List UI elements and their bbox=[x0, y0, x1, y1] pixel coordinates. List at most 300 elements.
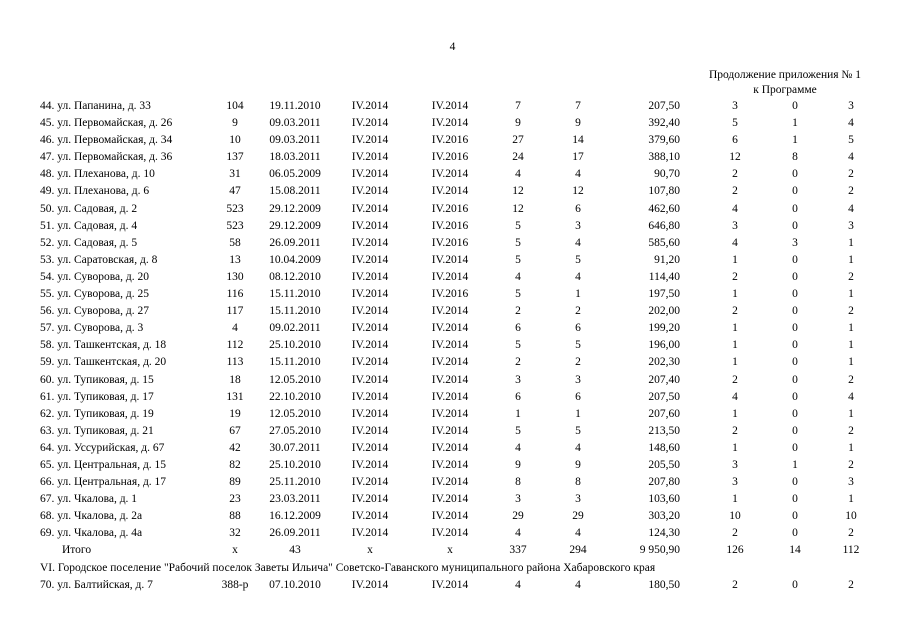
cell-plan-end: IV.2014 bbox=[431, 458, 469, 471]
cell-area: 202,30 bbox=[648, 356, 680, 369]
cell-area-other: 1 bbox=[848, 493, 854, 506]
cell-address: 50. ул. Садовая, д. 2 bbox=[40, 202, 138, 215]
cell-area-municipal: 0 bbox=[792, 493, 798, 506]
cell-address: Итого bbox=[62, 544, 92, 557]
cell-decision-date: 09.03.2011 bbox=[269, 117, 321, 130]
table-row bbox=[0, 457, 905, 474]
cell-resettled-count: 5 bbox=[575, 253, 581, 266]
cell-area-municipal: 0 bbox=[792, 185, 798, 198]
cell-decision-date: 12.05.2010 bbox=[269, 407, 321, 420]
cell-decision-number: x bbox=[232, 544, 238, 557]
cell-area-private: 6 bbox=[732, 134, 738, 147]
cell-total-count: 3 bbox=[515, 373, 521, 386]
cell-address: 58. ул. Ташкентская, д. 18 bbox=[40, 339, 167, 352]
cell-total-count: 6 bbox=[515, 322, 521, 335]
table-row bbox=[0, 320, 905, 337]
cell-area: 124,30 bbox=[648, 527, 680, 540]
cell-area-other: 2 bbox=[848, 527, 854, 540]
table-row bbox=[0, 577, 905, 594]
cell-address: 56. ул. Суворова, д. 27 bbox=[40, 305, 149, 318]
cell-total-count: 5 bbox=[515, 424, 521, 437]
cell-decision-number: 88 bbox=[229, 510, 241, 523]
cell-address: 54. ул. Суворова, д. 20 bbox=[40, 270, 149, 283]
cell-area-other: 2 bbox=[848, 168, 854, 181]
cell-total-count: 2 bbox=[515, 305, 521, 318]
cell-decision-date: 09.03.2011 bbox=[269, 134, 321, 147]
cell-decision-number: 82 bbox=[229, 458, 241, 471]
cell-area-municipal: 0 bbox=[792, 424, 798, 437]
cell-total-count: 337 bbox=[509, 544, 527, 557]
cell-area-other: 1 bbox=[848, 407, 854, 420]
cell-total-count: 9 bbox=[515, 117, 521, 130]
cell-plan-end: IV.2014 bbox=[431, 424, 469, 437]
cell-decision-number: 104 bbox=[226, 100, 244, 112]
cell-area-other: 4 bbox=[848, 390, 854, 403]
cell-resettled-count: 4 bbox=[575, 578, 581, 591]
cell-address: 47. ул. Первомайская, д. 36 bbox=[40, 151, 173, 164]
cell-address: 70. ул. Балтийская, д. 7 bbox=[40, 578, 153, 591]
cell-resettled-count: 29 bbox=[572, 510, 584, 523]
cell-area-municipal: 0 bbox=[792, 407, 798, 420]
cell-area-private: 1 bbox=[732, 441, 738, 454]
cell-plan-end: IV.2016 bbox=[431, 236, 469, 249]
cell-address: 68. ул. Чкалова, д. 2а bbox=[40, 510, 143, 523]
cell-plan-start: IV.2014 bbox=[351, 134, 389, 147]
cell-plan-start: IV.2014 bbox=[351, 407, 389, 420]
cell-address: 49. ул. Плеханова, д. 6 bbox=[40, 185, 150, 198]
cell-area-private: 3 bbox=[732, 458, 738, 471]
cell-plan-end: IV.2014 bbox=[431, 527, 469, 540]
cell-plan-end: IV.2014 bbox=[431, 305, 469, 318]
cell-total-count: 12 bbox=[512, 185, 524, 198]
cell-plan-end: IV.2014 bbox=[431, 185, 469, 198]
cell-area-other: 2 bbox=[848, 305, 854, 318]
cell-area-other: 2 bbox=[848, 458, 854, 471]
cell-area-private: 3 bbox=[732, 476, 738, 489]
cell-area: 114,40 bbox=[648, 270, 680, 283]
cell-plan-start: IV.2014 bbox=[351, 441, 389, 454]
cell-total-count: 24 bbox=[512, 151, 524, 164]
cell-decision-date: 12.05.2010 bbox=[269, 373, 321, 386]
cell-decision-number: 67 bbox=[229, 424, 241, 437]
cell-area: 646,80 bbox=[648, 219, 680, 232]
cell-total-count: 4 bbox=[515, 168, 521, 181]
cell-area: 202,00 bbox=[648, 305, 680, 318]
cell-area-municipal: 0 bbox=[792, 390, 798, 403]
table-row bbox=[0, 98, 905, 115]
cell-area-private: 4 bbox=[732, 236, 738, 249]
table-row bbox=[0, 508, 905, 525]
cell-plan-end: IV.2016 bbox=[431, 202, 469, 215]
cell-plan-end: IV.2014 bbox=[431, 390, 469, 403]
cell-area-municipal: 0 bbox=[792, 202, 798, 215]
cell-area-private: 4 bbox=[732, 390, 738, 403]
cell-area-municipal: 0 bbox=[792, 373, 798, 386]
cell-plan-end: IV.2014 bbox=[431, 578, 469, 591]
cell-area-municipal: 0 bbox=[792, 339, 798, 352]
cell-area: 388,10 bbox=[648, 151, 680, 164]
cell-area-private: 3 bbox=[732, 219, 738, 232]
cell-total-count: 5 bbox=[515, 219, 521, 232]
cell-address: 55. ул. Суворова, д. 25 bbox=[40, 288, 149, 301]
cell-area-other: 2 bbox=[848, 270, 854, 283]
cell-area: 199,20 bbox=[648, 322, 680, 335]
cell-plan-end: IV.2014 bbox=[431, 339, 469, 352]
cell-area: 197,50 bbox=[648, 288, 680, 301]
table-row bbox=[0, 389, 905, 406]
cell-decision-date: 08.12.2010 bbox=[269, 270, 321, 283]
table bbox=[0, 98, 905, 594]
cell-plan-end: IV.2014 bbox=[431, 270, 469, 283]
cell-area-other: 3 bbox=[848, 100, 854, 112]
cell-area-other: 5 bbox=[848, 134, 854, 147]
cell-area: 103,60 bbox=[648, 493, 680, 506]
cell-plan-start: IV.2014 bbox=[351, 493, 389, 506]
cell-plan-end: IV.2014 bbox=[431, 253, 469, 266]
table-row bbox=[0, 269, 905, 286]
cell-decision-date: 15.11.2010 bbox=[269, 305, 321, 318]
cell-area-private: 10 bbox=[729, 510, 741, 523]
table-row bbox=[0, 303, 905, 320]
cell-area-other: 2 bbox=[848, 424, 854, 437]
cell-resettled-count: 9 bbox=[575, 458, 581, 471]
cell-decision-number: 47 bbox=[229, 185, 241, 198]
cell-decision-number: 523 bbox=[226, 219, 244, 232]
cell-resettled-count: 3 bbox=[575, 373, 581, 386]
cell-decision-date: 43 bbox=[289, 544, 301, 557]
cell-plan-start: IV.2014 bbox=[351, 236, 389, 249]
cell-plan-end: IV.2014 bbox=[431, 373, 469, 386]
cell-area-municipal: 0 bbox=[792, 270, 798, 283]
cell-area: 392,40 bbox=[648, 117, 680, 130]
cell-area-other: 1 bbox=[848, 236, 854, 249]
cell-total-count: 5 bbox=[515, 253, 521, 266]
cell-address: 51. ул. Садовая, д. 4 bbox=[40, 219, 138, 232]
cell-decision-date: 23.03.2011 bbox=[269, 493, 321, 506]
cell-area-municipal: 0 bbox=[792, 476, 798, 489]
cell-area-other: 3 bbox=[848, 219, 854, 232]
cell-plan-start: IV.2014 bbox=[351, 527, 389, 540]
cell-plan-end: IV.2016 bbox=[431, 134, 469, 147]
cell-address: 57. ул. Суворова, д. 3 bbox=[40, 322, 144, 335]
cell-resettled-count: 4 bbox=[575, 168, 581, 181]
table-row bbox=[0, 440, 905, 457]
cell-area-other: 4 bbox=[848, 151, 854, 164]
cell-decision-number: 523 bbox=[226, 202, 244, 215]
cell-area-municipal: 0 bbox=[792, 578, 798, 591]
cell-area: 462,60 bbox=[648, 202, 680, 215]
table-row bbox=[0, 218, 905, 235]
cell-area-other: 10 bbox=[845, 510, 857, 523]
cell-address: 52. ул. Садовая, д. 5 bbox=[40, 236, 138, 249]
cell-resettled-count: 6 bbox=[575, 322, 581, 335]
cell-area-other: 1 bbox=[848, 441, 854, 454]
cell-total-count: 9 bbox=[515, 458, 521, 471]
cell-resettled-count: 3 bbox=[575, 493, 581, 506]
cell-plan-end: IV.2014 bbox=[431, 100, 469, 112]
cell-decision-number: 388-р bbox=[221, 578, 249, 591]
cell-area: 213,50 bbox=[648, 424, 680, 437]
cell-area-other: 2 bbox=[848, 185, 854, 198]
cell-area-private: 126 bbox=[726, 544, 744, 557]
cell-plan-end: IV.2014 bbox=[431, 441, 469, 454]
cell-total-count: 12 bbox=[512, 202, 524, 215]
cell-plan-end: IV.2016 bbox=[431, 219, 469, 232]
cell-decision-number: 113 bbox=[226, 356, 244, 369]
cell-decision-date: 25.10.2010 bbox=[269, 339, 321, 352]
cell-plan-start: IV.2014 bbox=[351, 305, 389, 318]
cell-total-count: 3 bbox=[515, 493, 521, 506]
table-row bbox=[0, 252, 905, 269]
cell-plan-start: IV.2014 bbox=[351, 168, 389, 181]
continuation-line-1: Продолжение приложения № 1 bbox=[708, 69, 862, 81]
cell-plan-end: IV.2016 bbox=[431, 288, 469, 301]
cell-decision-date: 30.07.2011 bbox=[269, 441, 321, 454]
table-row bbox=[0, 201, 905, 218]
cell-plan-start: IV.2014 bbox=[351, 253, 389, 266]
cell-decision-number: 130 bbox=[226, 270, 244, 283]
cell-resettled-count: 8 bbox=[575, 476, 581, 489]
cell-address: 65. ул. Центральная, д. 15 bbox=[40, 458, 167, 471]
cell-plan-start: IV.2014 bbox=[351, 373, 389, 386]
cell-decision-date: 06.05.2009 bbox=[269, 168, 321, 181]
table-row bbox=[0, 406, 905, 423]
cell-area: 207,50 bbox=[648, 390, 680, 403]
cell-decision-date: 26.09.2011 bbox=[269, 527, 321, 540]
cell-area-municipal: 0 bbox=[792, 288, 798, 301]
cell-address: 60. ул. Тупиковая, д. 15 bbox=[40, 373, 154, 386]
cell-address: 67. ул. Чкалова, д. 1 bbox=[40, 493, 138, 506]
cell-resettled-count: 9 bbox=[575, 117, 581, 130]
table-row bbox=[0, 491, 905, 508]
cell-address: 69. ул. Чкалова, д. 4а bbox=[40, 527, 143, 540]
cell-decision-date: 10.04.2009 bbox=[269, 253, 321, 266]
cell-plan-end: IV.2014 bbox=[431, 493, 469, 506]
cell-resettled-count: 12 bbox=[572, 185, 584, 198]
cell-decision-number: 18 bbox=[229, 373, 241, 386]
cell-decision-number: 10 bbox=[229, 134, 241, 147]
cell-area: 207,60 bbox=[648, 407, 680, 420]
cell-decision-number: 23 bbox=[229, 493, 241, 506]
cell-area: 205,50 bbox=[648, 458, 680, 471]
cell-total-count: 7 bbox=[515, 100, 521, 112]
cell-decision-date: 22.10.2010 bbox=[269, 390, 321, 403]
cell-area-municipal: 1 bbox=[792, 458, 798, 471]
cell-area-private: 2 bbox=[732, 305, 738, 318]
cell-area-other: 4 bbox=[848, 117, 854, 130]
cell-area-private: 3 bbox=[732, 100, 738, 112]
cell-area-private: 2 bbox=[732, 185, 738, 198]
cell-area-other: 1 bbox=[848, 339, 854, 352]
cell-area: 207,50 bbox=[648, 100, 680, 112]
cell-total-count: 4 bbox=[515, 270, 521, 283]
cell-decision-date: 29.12.2009 bbox=[269, 202, 321, 215]
cell-decision-date: 16.12.2009 bbox=[269, 510, 321, 523]
cell-plan-start: IV.2014 bbox=[351, 476, 389, 489]
cell-area-other: 112 bbox=[842, 544, 860, 557]
cell-plan-start: IV.2014 bbox=[351, 458, 389, 471]
cell-address: 48. ул. Плеханова, д. 10 bbox=[40, 168, 155, 181]
cell-resettled-count: 6 bbox=[575, 202, 581, 215]
cell-plan-end: IV.2014 bbox=[431, 168, 469, 181]
cell-area-private: 1 bbox=[732, 288, 738, 301]
cell-address: 53. ул. Саратовская, д. 8 bbox=[40, 253, 158, 266]
cell-address: 44. ул. Папанина, д. 33 bbox=[40, 100, 151, 112]
cell-plan-start: x bbox=[367, 544, 373, 557]
table-row bbox=[0, 286, 905, 303]
cell-area-other: 1 bbox=[848, 356, 854, 369]
cell-plan-end: IV.2014 bbox=[431, 476, 469, 489]
cell-total-count: 5 bbox=[515, 339, 521, 352]
cell-plan-start: IV.2014 bbox=[351, 390, 389, 403]
cell-total-count: 5 bbox=[515, 288, 521, 301]
section-heading: VI. Городское поселение "Рабочий поселок Заветы Ильича" Советско-Гаванского муниципального района Хабаровского края bbox=[40, 561, 656, 574]
cell-address: 66. ул. Центральная, д. 17 bbox=[40, 476, 167, 489]
cell-plan-start: IV.2014 bbox=[351, 219, 389, 232]
cell-decision-date: 29.12.2009 bbox=[269, 219, 321, 232]
cell-address: 63. ул. Тупиковая, д. 21 bbox=[40, 424, 154, 437]
table-row bbox=[0, 149, 905, 166]
cell-area: 207,40 bbox=[648, 373, 680, 386]
cell-area: 303,20 bbox=[648, 510, 680, 523]
cell-area-private: 12 bbox=[729, 151, 741, 164]
cell-resettled-count: 5 bbox=[575, 424, 581, 437]
cell-decision-number: 42 bbox=[229, 441, 241, 454]
cell-area-private: 2 bbox=[732, 424, 738, 437]
cell-resettled-count: 17 bbox=[572, 151, 584, 164]
cell-total-count: 27 bbox=[512, 134, 524, 147]
cell-decision-date: 18.03.2011 bbox=[269, 151, 321, 164]
cell-total-count: 6 bbox=[515, 390, 521, 403]
cell-plan-end: IV.2016 bbox=[431, 151, 469, 164]
cell-resettled-count: 294 bbox=[569, 544, 587, 557]
cell-area-municipal: 0 bbox=[792, 100, 798, 112]
cell-area-private: 1 bbox=[732, 253, 738, 266]
cell-area-municipal: 0 bbox=[792, 356, 798, 369]
cell-area-other: 2 bbox=[848, 373, 854, 386]
cell-plan-start: IV.2014 bbox=[351, 578, 389, 591]
cell-area-municipal: 1 bbox=[792, 134, 798, 147]
cell-area: 9 950,90 bbox=[639, 544, 680, 557]
cell-plan-start: IV.2014 bbox=[351, 510, 389, 523]
cell-decision-number: 116 bbox=[226, 288, 244, 301]
cell-area: 91,20 bbox=[654, 253, 680, 266]
cell-decision-date: 25.10.2010 bbox=[269, 458, 321, 471]
cell-resettled-count: 3 bbox=[575, 219, 581, 232]
cell-area-municipal: 1 bbox=[792, 117, 798, 130]
cell-resettled-count: 7 bbox=[575, 100, 581, 112]
cell-area: 107,80 bbox=[648, 185, 680, 198]
cell-resettled-count: 6 bbox=[575, 390, 581, 403]
cell-resettled-count: 4 bbox=[575, 270, 581, 283]
cell-resettled-count: 4 bbox=[575, 236, 581, 249]
table-row bbox=[0, 372, 905, 389]
total-row bbox=[0, 542, 905, 559]
cell-total-count: 4 bbox=[515, 441, 521, 454]
cell-area-private: 2 bbox=[732, 270, 738, 283]
continuation-line-2: к Программе bbox=[753, 84, 817, 96]
cell-plan-end: x bbox=[447, 544, 453, 557]
cell-decision-date: 09.02.2011 bbox=[269, 322, 321, 335]
cell-address: 61. ул. Тупиковая, д. 17 bbox=[40, 390, 154, 403]
table-row bbox=[0, 423, 905, 440]
cell-plan-end: IV.2014 bbox=[431, 510, 469, 523]
cell-resettled-count: 5 bbox=[575, 339, 581, 352]
cell-decision-number: 31 bbox=[229, 168, 241, 181]
table-row bbox=[0, 354, 905, 371]
cell-resettled-count: 14 bbox=[572, 134, 584, 147]
cell-resettled-count: 4 bbox=[575, 527, 581, 540]
cell-area-municipal: 8 bbox=[792, 151, 798, 164]
cell-plan-start: IV.2014 bbox=[351, 288, 389, 301]
cell-plan-start: IV.2014 bbox=[351, 322, 389, 335]
table-row bbox=[0, 132, 905, 149]
cell-area-private: 2 bbox=[732, 168, 738, 181]
cell-resettled-count: 2 bbox=[575, 305, 581, 318]
cell-decision-number: 112 bbox=[226, 339, 244, 352]
cell-plan-end: IV.2014 bbox=[431, 356, 469, 369]
cell-area-municipal: 0 bbox=[792, 527, 798, 540]
cell-total-count: 4 bbox=[515, 578, 521, 591]
cell-plan-start: IV.2014 bbox=[351, 185, 389, 198]
cell-decision-number: 19 bbox=[229, 407, 241, 420]
cell-plan-start: IV.2014 bbox=[351, 339, 389, 352]
cell-area-municipal: 0 bbox=[792, 219, 798, 232]
cell-resettled-count: 2 bbox=[575, 356, 581, 369]
cell-plan-start: IV.2014 bbox=[351, 100, 389, 112]
cell-plan-end: IV.2014 bbox=[431, 322, 469, 335]
cell-plan-start: IV.2014 bbox=[351, 356, 389, 369]
cell-decision-date: 15.08.2011 bbox=[269, 185, 321, 198]
cell-area-municipal: 0 bbox=[792, 510, 798, 523]
cell-decision-number: 137 bbox=[226, 151, 244, 164]
cell-area-municipal: 0 bbox=[792, 253, 798, 266]
cell-address: 46. ул. Первомайская, д. 34 bbox=[40, 134, 173, 147]
cell-decision-number: 117 bbox=[226, 305, 244, 318]
cell-area-private: 5 bbox=[732, 117, 738, 130]
cell-plan-start: IV.2014 bbox=[351, 151, 389, 164]
cell-area: 180,50 bbox=[648, 578, 680, 591]
table-row bbox=[0, 235, 905, 252]
cell-plan-start: IV.2014 bbox=[351, 117, 389, 130]
cell-area-private: 2 bbox=[732, 527, 738, 540]
cell-total-count: 2 bbox=[515, 356, 521, 369]
cell-decision-number: 4 bbox=[232, 322, 238, 335]
cell-plan-end: IV.2014 bbox=[431, 117, 469, 130]
cell-decision-number: 32 bbox=[229, 527, 241, 540]
cell-decision-date: 19.11.2010 bbox=[269, 100, 321, 112]
page-number: 4 bbox=[449, 41, 456, 53]
cell-address: 62. ул. Тупиковая, д. 19 bbox=[40, 407, 154, 420]
cell-area-private: 1 bbox=[732, 407, 738, 420]
cell-area-municipal: 0 bbox=[792, 305, 798, 318]
cell-resettled-count: 1 bbox=[575, 288, 581, 301]
cell-decision-number: 58 bbox=[229, 236, 241, 249]
cell-decision-date: 27.05.2010 bbox=[269, 424, 321, 437]
cell-total-count: 29 bbox=[512, 510, 524, 523]
cell-plan-start: IV.2014 bbox=[351, 270, 389, 283]
table-row bbox=[0, 474, 905, 491]
table-row bbox=[0, 166, 905, 183]
cell-area-private: 1 bbox=[732, 493, 738, 506]
cell-area-other: 2 bbox=[848, 578, 854, 591]
table-row bbox=[0, 337, 905, 354]
cell-plan-start: IV.2014 bbox=[351, 424, 389, 437]
cell-area: 207,80 bbox=[648, 476, 680, 489]
cell-total-count: 4 bbox=[515, 527, 521, 540]
cell-area-municipal: 0 bbox=[792, 168, 798, 181]
cell-decision-number: 131 bbox=[226, 390, 244, 403]
